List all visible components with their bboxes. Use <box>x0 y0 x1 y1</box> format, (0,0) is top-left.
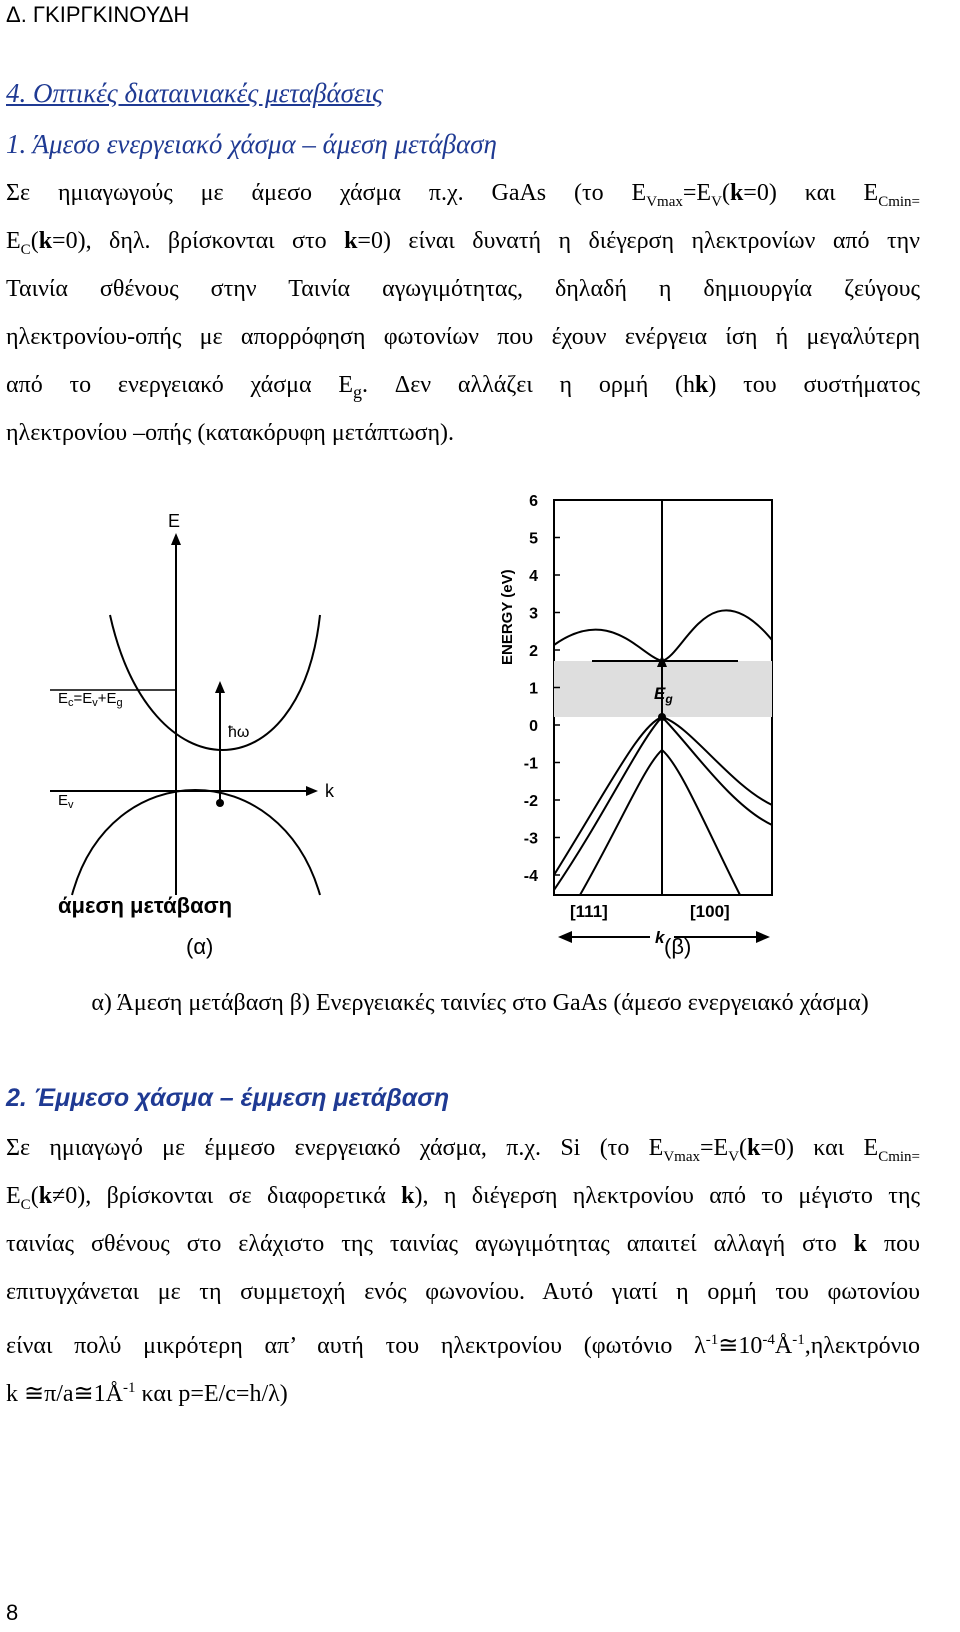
paragraph-line: επιτυγχάνεται με τη συμμετοχή ενός φωνονίου. Αυτό γιατί η ορμή του φωτονίου <box>6 1279 920 1305</box>
hbar-omega-label: ħω <box>228 724 250 741</box>
e-axis-label: E <box>168 511 181 531</box>
paragraph-direct-gap <box>6 169 920 457</box>
page-number: 8 <box>6 1600 19 1625</box>
k-arrow-left <box>558 931 572 943</box>
y-tick-label: 5 <box>529 530 538 548</box>
figure-direct-transition <box>40 505 370 945</box>
paragraph-line: $E_C(k\ne 0)$, βρίσκονται σε διαφορετικά k), η διέγερση ηλεκτρονίου από το μέγιστο της <box>6 1183 920 1213</box>
y-tick-label: -2 <box>523 793 538 810</box>
y-tick-label: 0 <box>529 718 538 735</box>
figure-gaas-bands <box>490 485 810 945</box>
paragraph-line: Σε ημιαγωγούς με άμεσο χάσμα π.χ. GaAs (το $E_{Vmax}=E_V(k=0)$ και $E_{Cmin=}$ <box>6 180 920 210</box>
paragraph-indirect-gap <box>6 1124 920 1412</box>
y-axis-label: ENERGY (eV) <box>499 569 516 665</box>
paragraph-line: ηλεκτρονίου –οπής (κατακόρυφη μετάπτωση). <box>6 420 455 446</box>
y-tick-label: 6 <box>529 493 538 510</box>
paragraph-line: $E_C(k=0)$, δηλ. βρίσκονται στο k=0) είναι δυνατή η διέγερση ηλεκτρονίων από την <box>6 228 921 258</box>
valence-band-curve <box>72 790 320 895</box>
paragraph-line: Σε ημιαγωγό με έμμεσο ενεργειακό χάσμα, π.χ. Si (το $E_{Vmax}=E_V(k=0)$ και $E_{Cmin=}$ <box>6 1135 920 1165</box>
direct-transition-label: άμεση μετάβαση <box>58 893 233 918</box>
paragraph-line: από το ενεργειακό χάσμα $E_g$. Δεν αλλάζει η ορμή (hk) του συστήματος <box>6 372 920 402</box>
y-tick-label: -4 <box>523 868 538 885</box>
paragraph-line: k $≅\pi/a≅1Å^{-1}$ και p=E/c=h/λ) <box>6 1380 288 1407</box>
paragraph-line: ηλεκτρονίου-οπής με απορρόφηση φωτονίων που έχουν ενέργεια ίση ή μεγαλύτερη <box>6 324 920 350</box>
paragraph-line: είναι πολύ μικρότερη απ’ αυτή του ηλεκτρονίου (φωτόνιο $\lambda^{-1}≅10^{-4}Å^{-1},\eta\lambda\varepsilon\kappa\tau\rho ό\nu\iota o$ <box>6 1332 920 1359</box>
split-off-band <box>580 750 740 895</box>
k-axis-arrow <box>306 786 318 796</box>
y-tick-label: -1 <box>523 755 538 773</box>
ev-label: $E_v$ <box>58 792 74 811</box>
electron-dot <box>216 799 224 807</box>
section-title: 4. Οπτικές διαταινιακές μεταβάσεις <box>6 78 384 108</box>
y-tick-label: 1 <box>529 680 538 698</box>
ec-label: $E_c=E_v+E_g$ <box>58 690 123 709</box>
y-tick-label: 4 <box>529 568 538 585</box>
dir-100-label: [100] <box>690 902 730 921</box>
subsection-title-1: 1. Άμεσο ενεργειακό χάσμα – άμεση μετάβαση <box>6 129 497 159</box>
panel-label-b: (β) <box>664 934 692 959</box>
k-axis-label: k <box>325 781 334 801</box>
k-label: k <box>655 928 665 945</box>
y-tick-label: 3 <box>529 605 538 623</box>
e-axis-arrow <box>171 533 181 545</box>
figure-caption: α) Άμεση μετάβαση β) Ενεργειακές ταινίες στο GaAs (άμεσο ενεργειακό χάσμα) <box>91 990 869 1016</box>
y-tick-label: -3 <box>523 830 538 848</box>
conduction-band-curve <box>110 615 320 750</box>
page-header: Δ. ΓΚΙΡΓΚΙΝΟΥΔΗ <box>6 2 190 27</box>
dir-111-label: [111] <box>570 902 608 921</box>
paragraph-line: Ταινία σθένους στην Ταινία αγωγιμότητας, δηλαδή η δημιουργία ζεύγους <box>6 276 920 302</box>
k-arrow-right <box>756 931 770 943</box>
valence-max-dot <box>658 713 666 721</box>
panel-label-a: (α) <box>186 934 214 959</box>
y-tick-label: 2 <box>529 643 538 660</box>
paragraph-line: ταινίας σθένους στο ελάχιστο της ταινίας αγωγιμότητας απαιτεί αλλαγή στο k που <box>6 1231 920 1257</box>
eg-label: $E_g$ <box>654 684 673 706</box>
subsection-title-2: 2. Έμμεσο χάσμα – έμμεση μετάβαση <box>6 1084 450 1112</box>
photon-arrow-head <box>215 681 225 693</box>
